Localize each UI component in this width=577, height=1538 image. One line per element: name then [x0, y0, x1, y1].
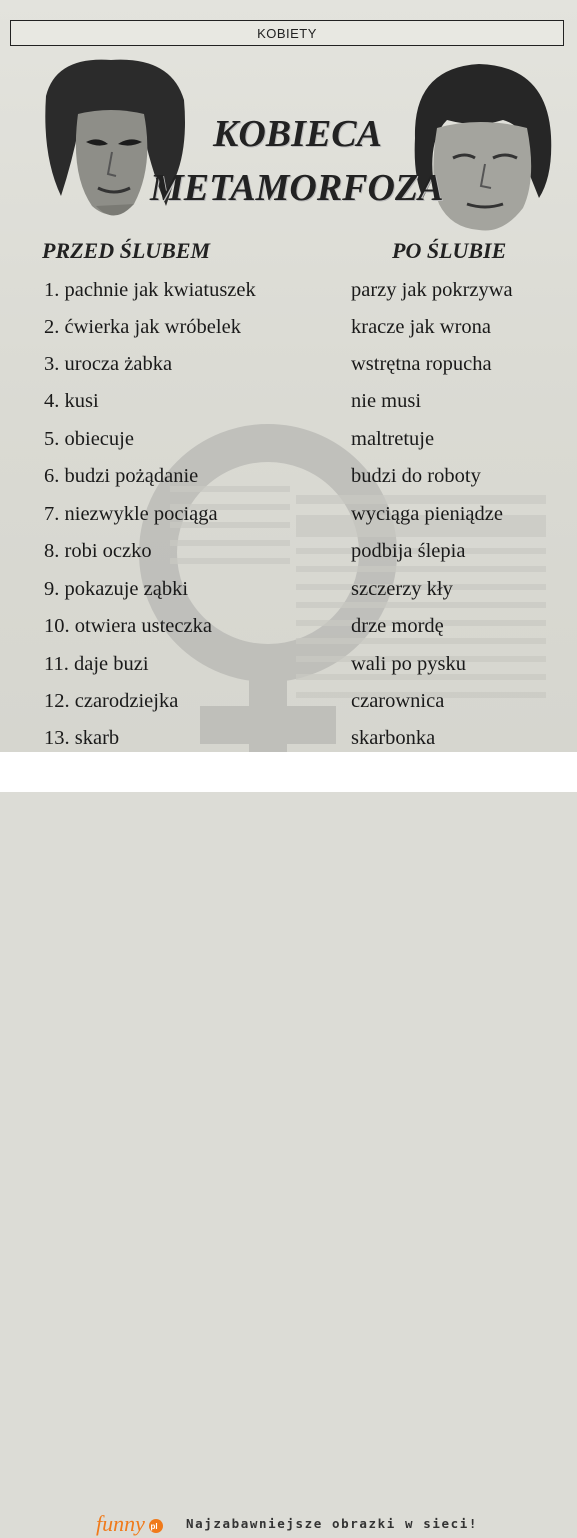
item-before: 13. skarb — [44, 727, 120, 749]
funny-logo[interactable] — [94, 1510, 166, 1538]
list-item — [0, 353, 577, 391]
item-after: skarbonka — [351, 727, 436, 749]
list-item — [0, 428, 577, 466]
magazine-page — [0, 0, 577, 752]
list-item — [0, 578, 577, 616]
item-after: nie musi — [351, 390, 422, 412]
item-before: 4. kusi — [44, 390, 99, 412]
older-woman-portrait-icon — [407, 58, 557, 238]
list-item — [0, 653, 577, 691]
item-before: 9. pokazuje ząbki — [44, 578, 189, 600]
item-after: drze mordę — [351, 615, 444, 637]
item-before: 2. ćwierka jak wróbelek — [44, 316, 241, 338]
section-header: KOBIETY — [10, 20, 564, 46]
item-after: maltretuje — [351, 428, 435, 450]
item-after: czarownica — [351, 690, 445, 712]
item-after: szczerzy kły — [351, 578, 453, 600]
list-item — [0, 503, 577, 541]
column-header-after: PO ŚLUBIE — [392, 238, 507, 263]
item-after: wstrętna ropucha — [351, 353, 492, 375]
column-header-before: PRZED ŚLUBEM — [42, 238, 211, 263]
list-item — [0, 615, 577, 653]
list-item — [0, 690, 577, 728]
title-line-2: METAMORFOZA — [150, 167, 444, 209]
item-before: 11. daje buzi — [44, 653, 149, 675]
footer-tagline: Najzabawniejsze obrazki w sieci! — [186, 1516, 479, 1531]
item-after: wyciąga pieniądze — [351, 503, 503, 525]
item-before: 1. pachnie jak kwiatuszek — [44, 279, 256, 301]
list-item — [0, 465, 577, 503]
item-before: 8. robi oczko — [44, 540, 152, 562]
item-after: budzi do roboty — [351, 465, 481, 487]
item-after: kracze jak wrona — [351, 316, 491, 338]
title-line-1: KOBIECA — [213, 113, 382, 155]
list-item — [0, 316, 577, 354]
item-before: 3. urocza żabka — [44, 353, 173, 375]
list-item — [0, 727, 577, 752]
list-item — [0, 279, 577, 317]
item-before: 10. otwiera usteczka — [44, 615, 212, 637]
item-after: parzy jak pokrzywa — [351, 279, 513, 301]
list-item — [0, 390, 577, 428]
item-before: 12. czarodziejka — [44, 690, 179, 712]
item-after: podbija ślepia — [351, 540, 466, 562]
logo-badge-text: pl — [150, 1522, 158, 1531]
item-after: wali po pysku — [351, 653, 467, 675]
site-footer — [0, 752, 577, 1536]
item-before: 6. budzi pożądanie — [44, 465, 199, 487]
item-before: 5. obiecuje — [44, 428, 134, 450]
list-item — [0, 540, 577, 578]
item-before: 7. niezwykle pociąga — [44, 503, 218, 525]
logo-text: funny — [96, 1511, 145, 1536]
